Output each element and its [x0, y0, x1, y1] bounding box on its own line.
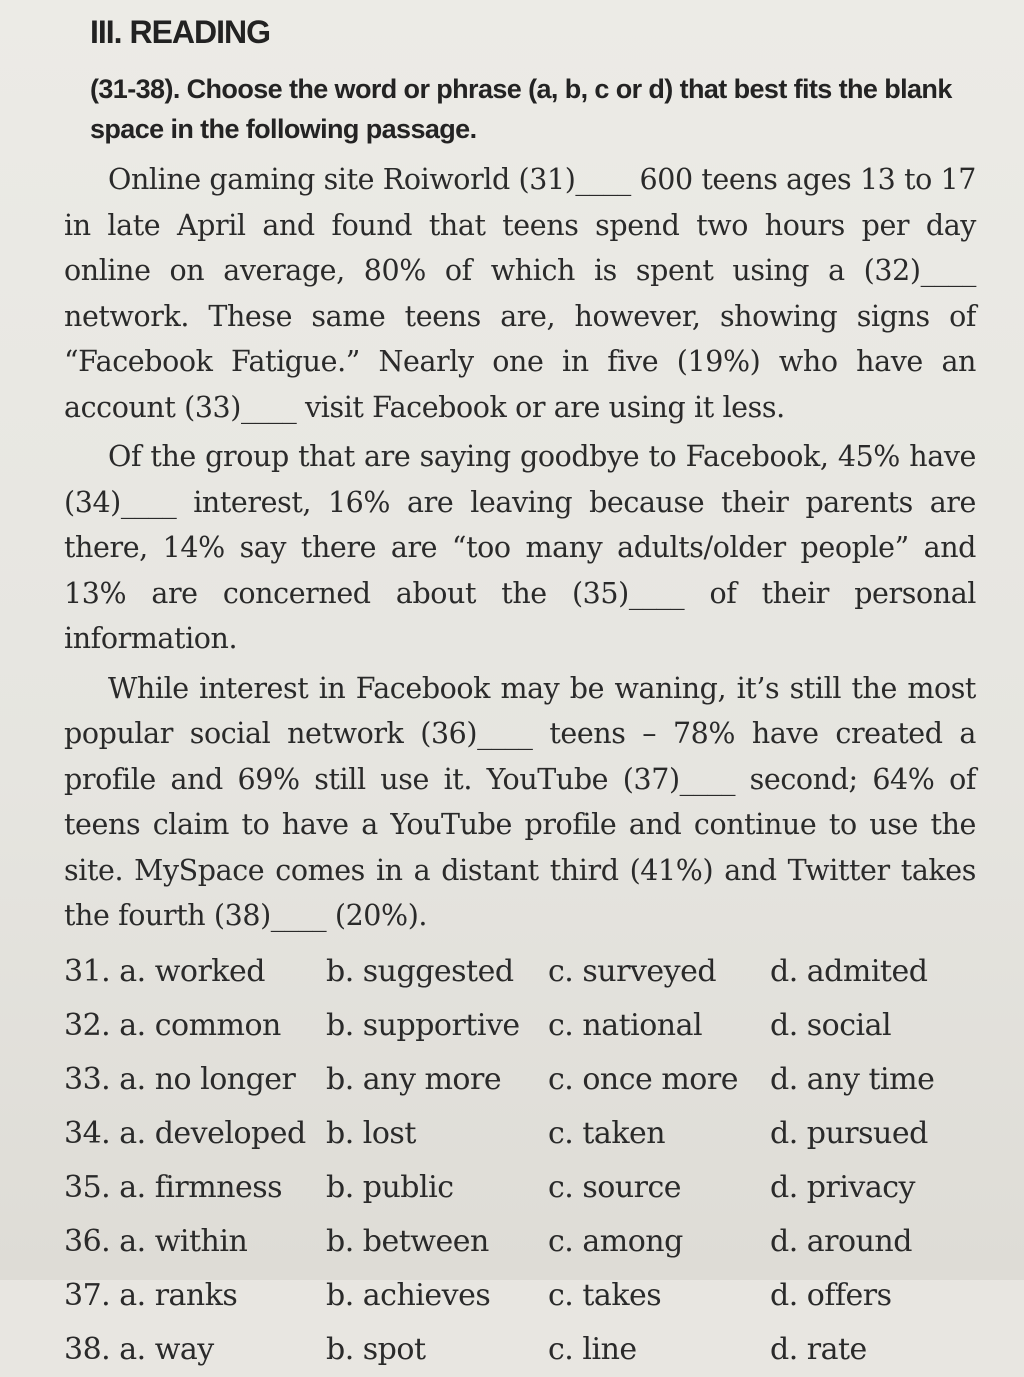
option-c: c. among	[548, 1224, 683, 1259]
option-b: b. suggested	[326, 954, 514, 989]
passage-paragraph-1: Online gaming site Roiworld (31)____ 600 teens ages 13 to 17 in late April and found that teens spend two hours per day online on average, 80% of which is spent using a (32)____ network. These same teens are, however, showing signs of “Facebook Fatigue.” Nearly one in five (19%) who have an account (33)____ visit Facebook or are using it less.	[64, 163, 977, 424]
option-d: d. pursued	[770, 1116, 928, 1151]
question-35-options	[64, 1161, 976, 1215]
option-a: 33. a. no longer	[64, 1062, 296, 1097]
option-c: c. surveyed	[548, 954, 717, 989]
option-a: 34. a. developed	[64, 1116, 306, 1151]
option-c: c. national	[548, 1008, 703, 1043]
passage-paragraph-2: Of the group that are saying goodbye to Facebook, 45% have (34)____ interest, 16% are leaving because their parents are there, 14% say there are “too many adults/older people” and 13% are concerned about the (35)____ of their personal information.	[64, 440, 976, 655]
option-b: b. lost	[326, 1116, 416, 1151]
option-d: d. offers	[770, 1278, 892, 1313]
question-34-options	[64, 1107, 976, 1161]
option-d: d. around	[770, 1224, 912, 1259]
option-b: b. public	[326, 1170, 454, 1205]
option-a: 31. a. worked	[64, 954, 265, 989]
option-c: c. once more	[548, 1062, 738, 1097]
question-33-options	[64, 1053, 976, 1107]
option-a: 36. a. within	[64, 1224, 248, 1259]
option-d: d. social	[770, 1008, 892, 1043]
option-c: c. source	[548, 1170, 682, 1205]
option-b: b. spot	[326, 1332, 426, 1367]
question-38-options	[64, 1323, 976, 1377]
section-heading: III. READING	[90, 14, 271, 50]
option-d: d. any time	[770, 1062, 935, 1097]
option-d: d. rate	[770, 1332, 867, 1367]
instruction-text: (31-38). Choose the word or phrase (a, b, c or d) that best fits the blank space in the following passage.	[90, 74, 952, 144]
option-c: c. takes	[548, 1278, 662, 1313]
option-a: 38. a. way	[64, 1332, 214, 1367]
passage-paragraph-3: While interest in Facebook may be waning, it’s still the most popular social network (36)____ teens – 78% have created a profile and 69% still use it. YouTube (37)____ second; 64% of teens claim to have a YouTube profile and continue to use the site. MySpace comes in a distant third (41%) and Twitter takes the fourth (38)____ (20%).	[64, 671, 976, 932]
answer-options	[64, 945, 976, 1377]
option-a: 35. a. firmness	[64, 1170, 283, 1205]
option-c: c. line	[548, 1332, 637, 1367]
question-31-options	[64, 945, 976, 999]
question-36-options	[64, 1215, 976, 1269]
option-b: b. any more	[326, 1062, 502, 1097]
option-c: c. taken	[548, 1116, 666, 1151]
option-b: b. supportive	[326, 1008, 520, 1043]
option-a: 37. a. ranks	[64, 1278, 238, 1313]
option-b: b. between	[326, 1224, 489, 1259]
reading-passage	[64, 157, 976, 939]
option-a: 32. a. common	[64, 1008, 281, 1043]
option-d: d. privacy	[770, 1170, 915, 1205]
option-b: b. achieves	[326, 1278, 491, 1313]
option-d: d. admited	[770, 954, 928, 989]
question-32-options	[64, 999, 976, 1053]
question-37-options	[64, 1269, 976, 1323]
